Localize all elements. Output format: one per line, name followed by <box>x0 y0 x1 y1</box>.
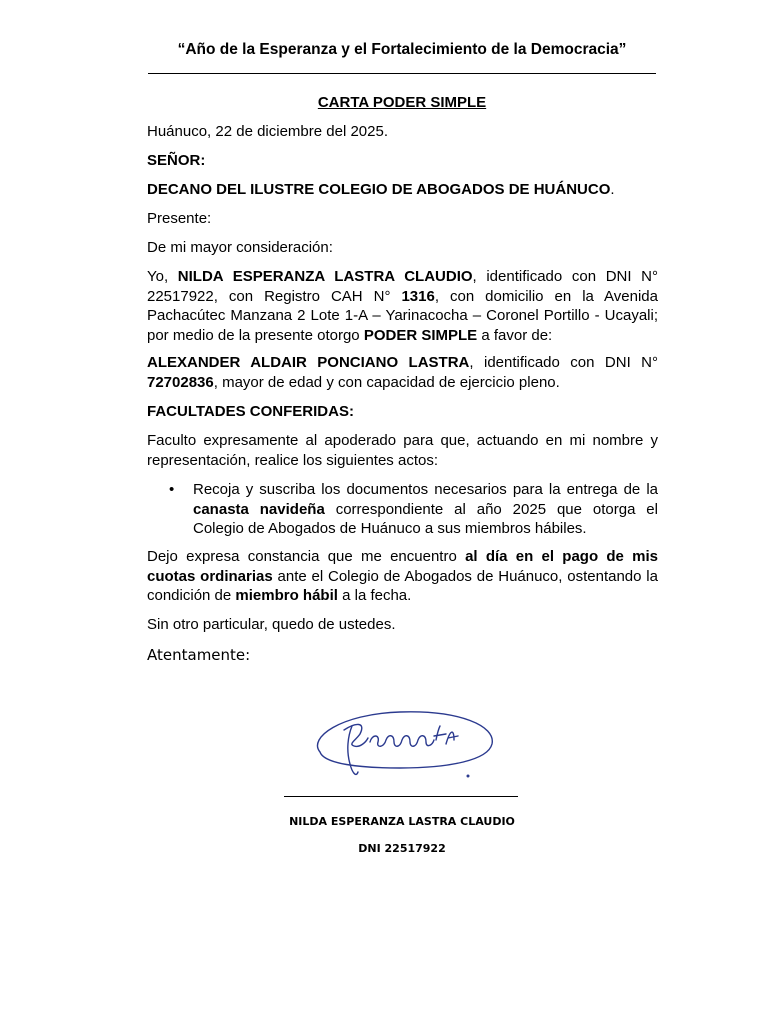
p1-text-2: , identificado con DNI N° 22517922, con Registro CAH N° <box>147 268 658 305</box>
facultades-heading: FACULTADES CONFERIDAS: <box>147 403 354 420</box>
paragraph-facultades: Faculto expresamente al apoderado para que, actuando en mi nombre y representación, realice los siguientes actos: <box>147 432 658 469</box>
p4-bold-2: miembro hábil <box>235 587 338 604</box>
p4-bold-1: al día en el pago de mis cuotas ordinarias <box>147 548 658 585</box>
p1-text-1: Yo, <box>147 268 178 285</box>
p1-text-4: a favor de: <box>477 326 553 344</box>
paragraph-grantor <box>147 267 658 345</box>
p4-text-2: ante el Colegio de Abogados de Huánuco, ostentando la condición de <box>147 567 658 604</box>
recipient <box>147 180 658 200</box>
recipient-name: DECANO DEL ILUSTRE COLEGIO DE ABOGADOS DE HUÁNUCO <box>147 181 611 198</box>
signer-dni: DNI 22517922 <box>358 842 446 855</box>
closing: Sin otro particular, quedo de ustedes. <box>147 616 396 633</box>
bullet-bold: canasta navideña <box>193 500 325 518</box>
signature-line <box>284 796 518 797</box>
recipient-end: . <box>610 181 615 198</box>
greeting: De mi mayor consideración: <box>147 239 333 256</box>
p2-text-2: , mayor de edad y con capacidad de ejercicio pleno. <box>213 373 560 391</box>
signer-name: NILDA ESPERANZA LASTRA CLAUDIO <box>289 815 515 828</box>
p1-text-3: , con domicilio en la Avenida Pachacútec Manzana 2 Lote 1-A – Yarinacocha – Coronel Portillo - Ucayali; por medio de la presente otorgo <box>147 287 658 344</box>
bullet-list <box>147 480 658 539</box>
paragraph-constancia <box>147 547 658 606</box>
header-motto: “Año de la Esperanza y el Fortalecimiento de la Democracia” <box>177 41 627 58</box>
header-rule <box>148 73 656 74</box>
handwritten-signature <box>300 700 510 790</box>
p4-text-1: Dejo expresa constancia que me encuentro <box>147 548 466 565</box>
bullet-marker: • <box>169 481 175 498</box>
bullet-text-1: Recoja y suscriba los documentos necesarios para la entrega de la <box>193 481 658 498</box>
p2-text-1: , identificado con DNI N° <box>469 354 658 371</box>
bullet-text-2: correspondiente al año 2025 que otorga el Colegio de Abogados de Huánuco a sus miembros hábiles. <box>193 500 658 537</box>
atentamente: Atentamente: <box>147 646 251 664</box>
attorney-dni: 72702836 <box>147 373 214 391</box>
p4-text-3: a la fecha. <box>337 587 412 604</box>
salutation: SEÑOR: <box>147 152 206 169</box>
document-title: CARTA PODER SIMPLE <box>317 94 487 111</box>
attorney-name: ALEXANDER ALDAIR PONCIANO LASTRA <box>147 354 470 371</box>
cah-number: 1316 <box>401 287 435 305</box>
paragraph-attorney <box>147 353 658 392</box>
list-item <box>147 480 658 539</box>
grantor-name: NILDA ESPERANZA LASTRA CLAUDIO <box>177 268 473 285</box>
poder-simple: PODER SIMPLE <box>363 326 478 344</box>
presente: Presente: <box>147 210 212 227</box>
date-line: Huánuco, 22 de diciembre del 2025. <box>147 123 388 140</box>
